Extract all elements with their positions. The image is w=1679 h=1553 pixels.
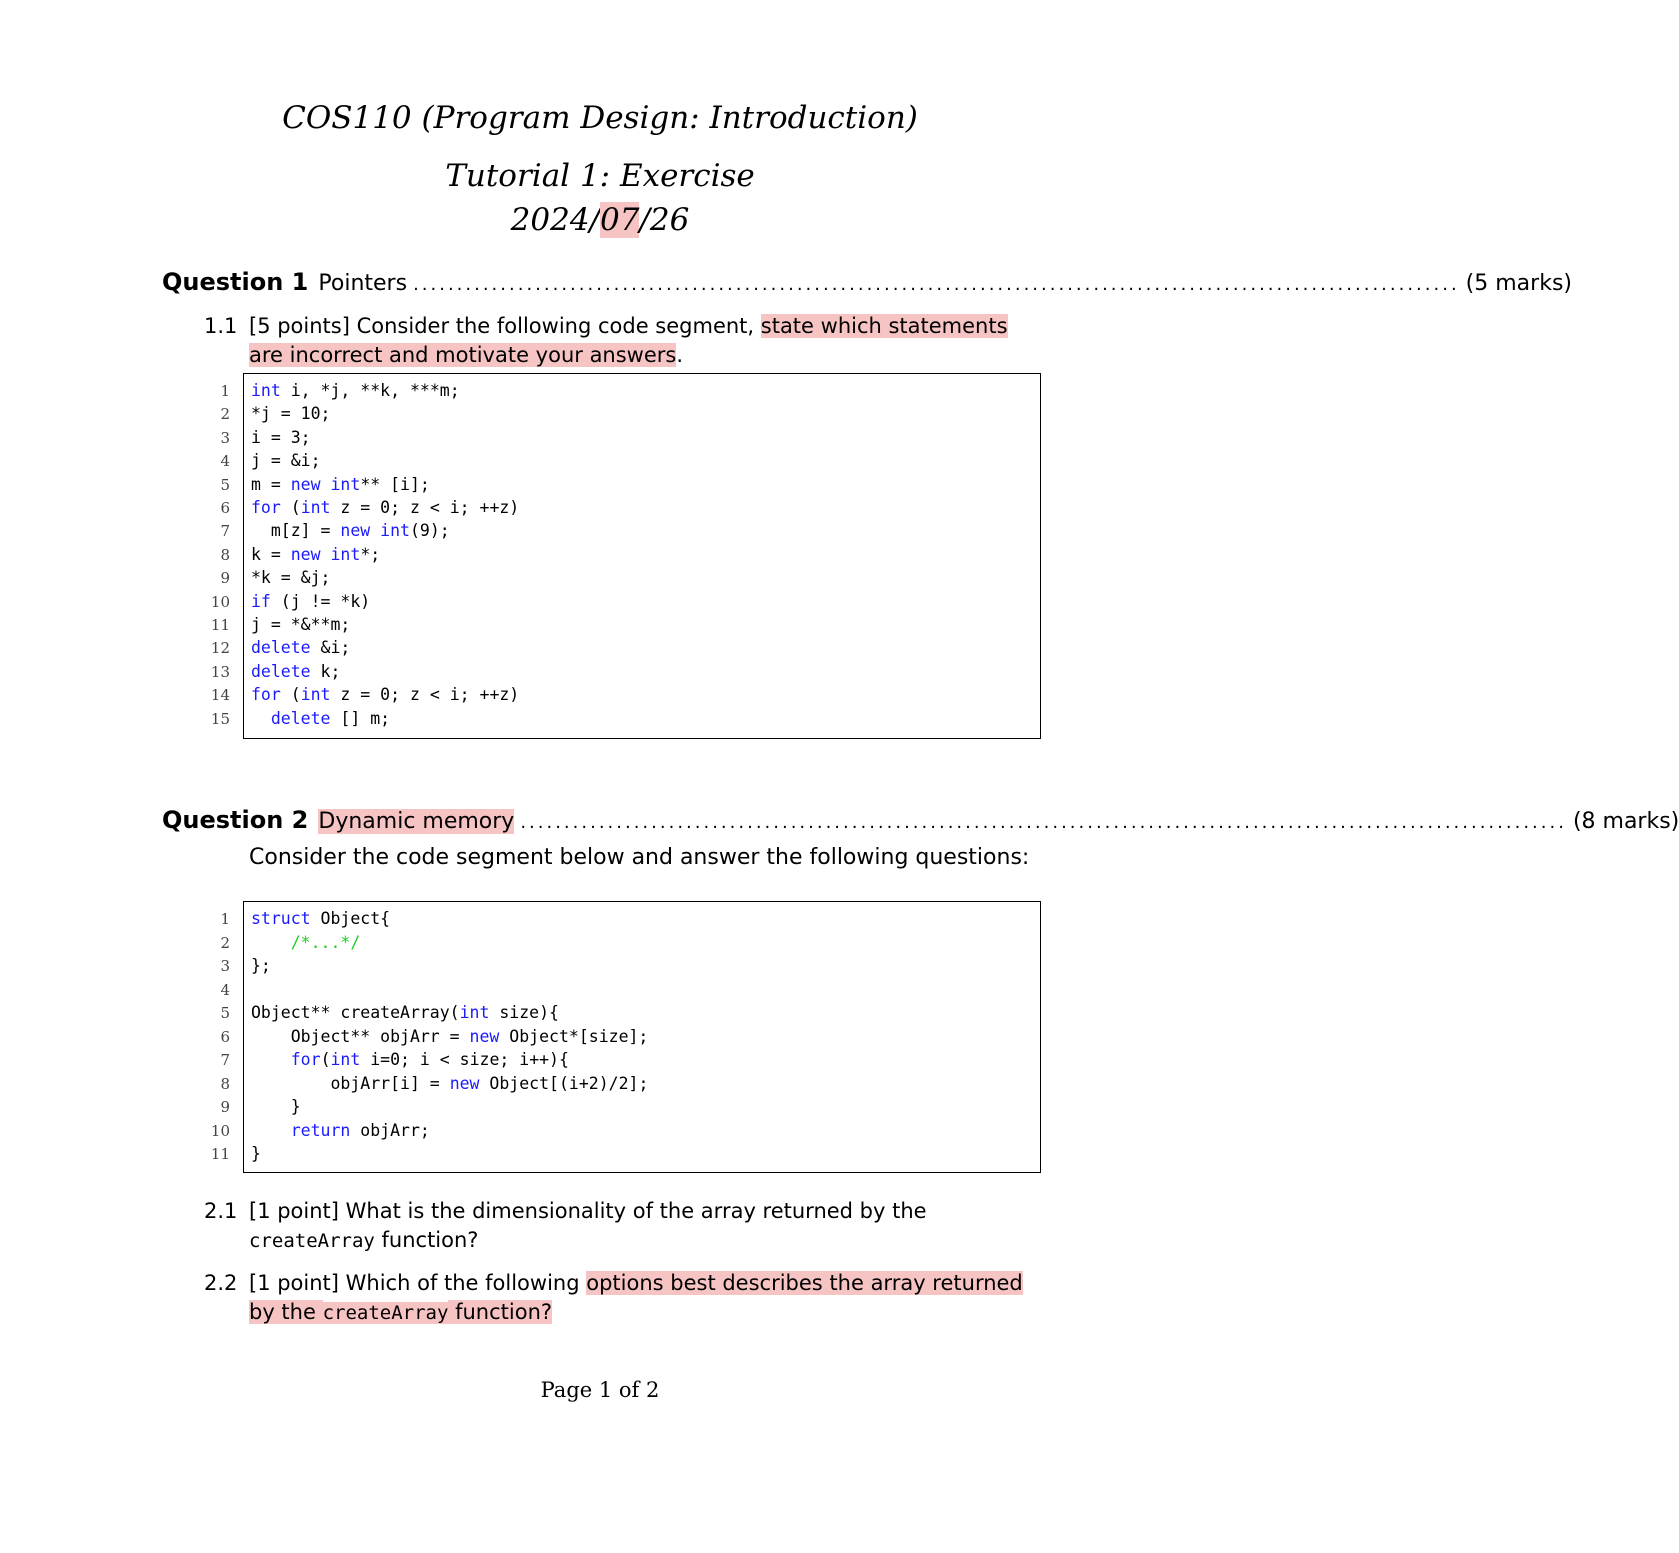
item-text-highlight: state which statements are incorrect and motivate your answers <box>249 314 1008 367</box>
line-number: 1 <box>220 382 230 400</box>
code-line: for(int i=0; i < size; i++){ <box>290 1050 569 1069</box>
code-line: } <box>251 1097 301 1116</box>
question-2-marks: (8 marks) <box>1572 809 1679 834</box>
question-1-topic: Pointers <box>318 271 408 296</box>
line-number: 4 <box>220 980 230 999</box>
line-number: 14 <box>210 686 230 705</box>
code-line: objArr[i] = new Object[(i+2)/2]; <box>251 1073 649 1093</box>
question-2-2 <box>204 1269 1036 1328</box>
code-line: Object** createArray(int size){ <box>251 1003 559 1022</box>
item-text-highlight: function? <box>448 1300 553 1324</box>
item-code: createArray <box>249 1230 375 1252</box>
line-number: 8 <box>220 1074 230 1093</box>
question-1-marks: (5 marks) <box>1465 271 1572 296</box>
line-number: 3 <box>220 428 230 447</box>
code-line: if (j != *k) <box>251 591 371 611</box>
code-line: j = *&**m; <box>251 615 351 634</box>
item-number: 2.2 <box>204 1271 238 1295</box>
line-number: 11 <box>210 616 230 634</box>
line-number: 11 <box>210 1145 230 1163</box>
line-number: 4 <box>220 452 230 471</box>
leader-dots: ........................................................................................................................ <box>520 812 1567 833</box>
line-number: 10 <box>210 592 230 611</box>
question-2-topic: Dynamic memory <box>318 809 515 834</box>
line-number: 1 <box>220 910 230 928</box>
code-line: } <box>251 1144 261 1163</box>
item-number: 1.1 <box>204 314 238 338</box>
code-line: m[z] = new int(9); <box>251 521 450 541</box>
code-line: delete &i; <box>251 638 351 658</box>
line-number: 8 <box>220 545 230 564</box>
line-number: 9 <box>220 1098 230 1116</box>
line-number: 3 <box>220 957 230 975</box>
tutorial-title: Tutorial 1: Exercise <box>445 158 755 194</box>
code-line: j = &i; <box>251 451 321 471</box>
item-text-end: . <box>676 343 684 367</box>
code-line: m = new int** [i]; <box>251 474 430 494</box>
line-number: 7 <box>220 1051 230 1069</box>
code-line: *k = &j; <box>251 568 331 588</box>
question-2-label: Question 2 <box>162 806 309 834</box>
item-number: 2.1 <box>204 1199 238 1223</box>
line-number: 6 <box>220 499 230 517</box>
code-line: }; <box>251 956 271 975</box>
item-text <box>249 312 1036 370</box>
question-2-intro: Consider the code segment below and answer the following questions: <box>249 845 1030 870</box>
line-number: 5 <box>220 475 230 494</box>
item-code: createArray <box>322 1302 449 1324</box>
line-number: 9 <box>220 569 230 588</box>
code-line: i = 3; <box>251 427 311 447</box>
question-1-1 <box>204 312 1036 370</box>
item-text-plain: [1 point] What is the dimensionality of the array returned by the <box>249 1199 927 1223</box>
line-number: 10 <box>210 1121 230 1140</box>
line-number: 12 <box>210 639 230 658</box>
course-title: COS110 (Program Design: Introduction) <box>282 100 918 136</box>
line-number: 2 <box>220 933 230 952</box>
code-line: struct Object{ <box>251 909 391 928</box>
line-number: 5 <box>220 1004 230 1022</box>
question-2-1 <box>204 1197 1036 1256</box>
question-1-heading <box>162 268 1572 296</box>
item-text-highlight: options best describes the array returned by the <box>249 1271 1023 1324</box>
line-number: 13 <box>210 662 230 681</box>
leader-dots: ........................................................................................................................ <box>413 274 1460 295</box>
item-text-end: function? <box>374 1228 479 1252</box>
date-day: /26 <box>639 202 690 238</box>
question-1-label: Question 1 <box>162 268 309 296</box>
code-line: Object** objArr = new Object*[size]; <box>251 1026 649 1046</box>
code-line: int i, *j, **k, ***m; <box>251 381 460 400</box>
code-line: *j = 10; <box>251 404 331 424</box>
code-line: k = new int*; <box>251 544 381 564</box>
page-number: Page 1 of 2 <box>540 1378 660 1402</box>
item-text-plain: [1 point] Which of the following <box>249 1271 587 1295</box>
item-text <box>249 1197 1036 1256</box>
line-number: 7 <box>220 522 230 541</box>
code-line: /*...*/ <box>290 932 361 952</box>
code-line: delete k; <box>251 661 341 681</box>
date-month: 07 <box>600 202 640 238</box>
line-number: 2 <box>220 405 230 424</box>
date-year: 2024/ <box>510 202 600 238</box>
code-line: for (int z = 0; z < i; ++z) <box>251 685 520 705</box>
question-2-heading <box>162 806 1679 834</box>
date <box>0 202 1200 238</box>
line-number: 6 <box>220 1027 230 1046</box>
item-text-plain: [5 points] Consider the following code segment, <box>249 314 761 338</box>
code-line: return objArr; <box>290 1120 430 1140</box>
code-line: delete [] m; <box>270 708 391 728</box>
item-text <box>249 1269 1036 1328</box>
code-line: for (int z = 0; z < i; ++z) <box>251 498 520 517</box>
line-number: 15 <box>210 709 230 728</box>
